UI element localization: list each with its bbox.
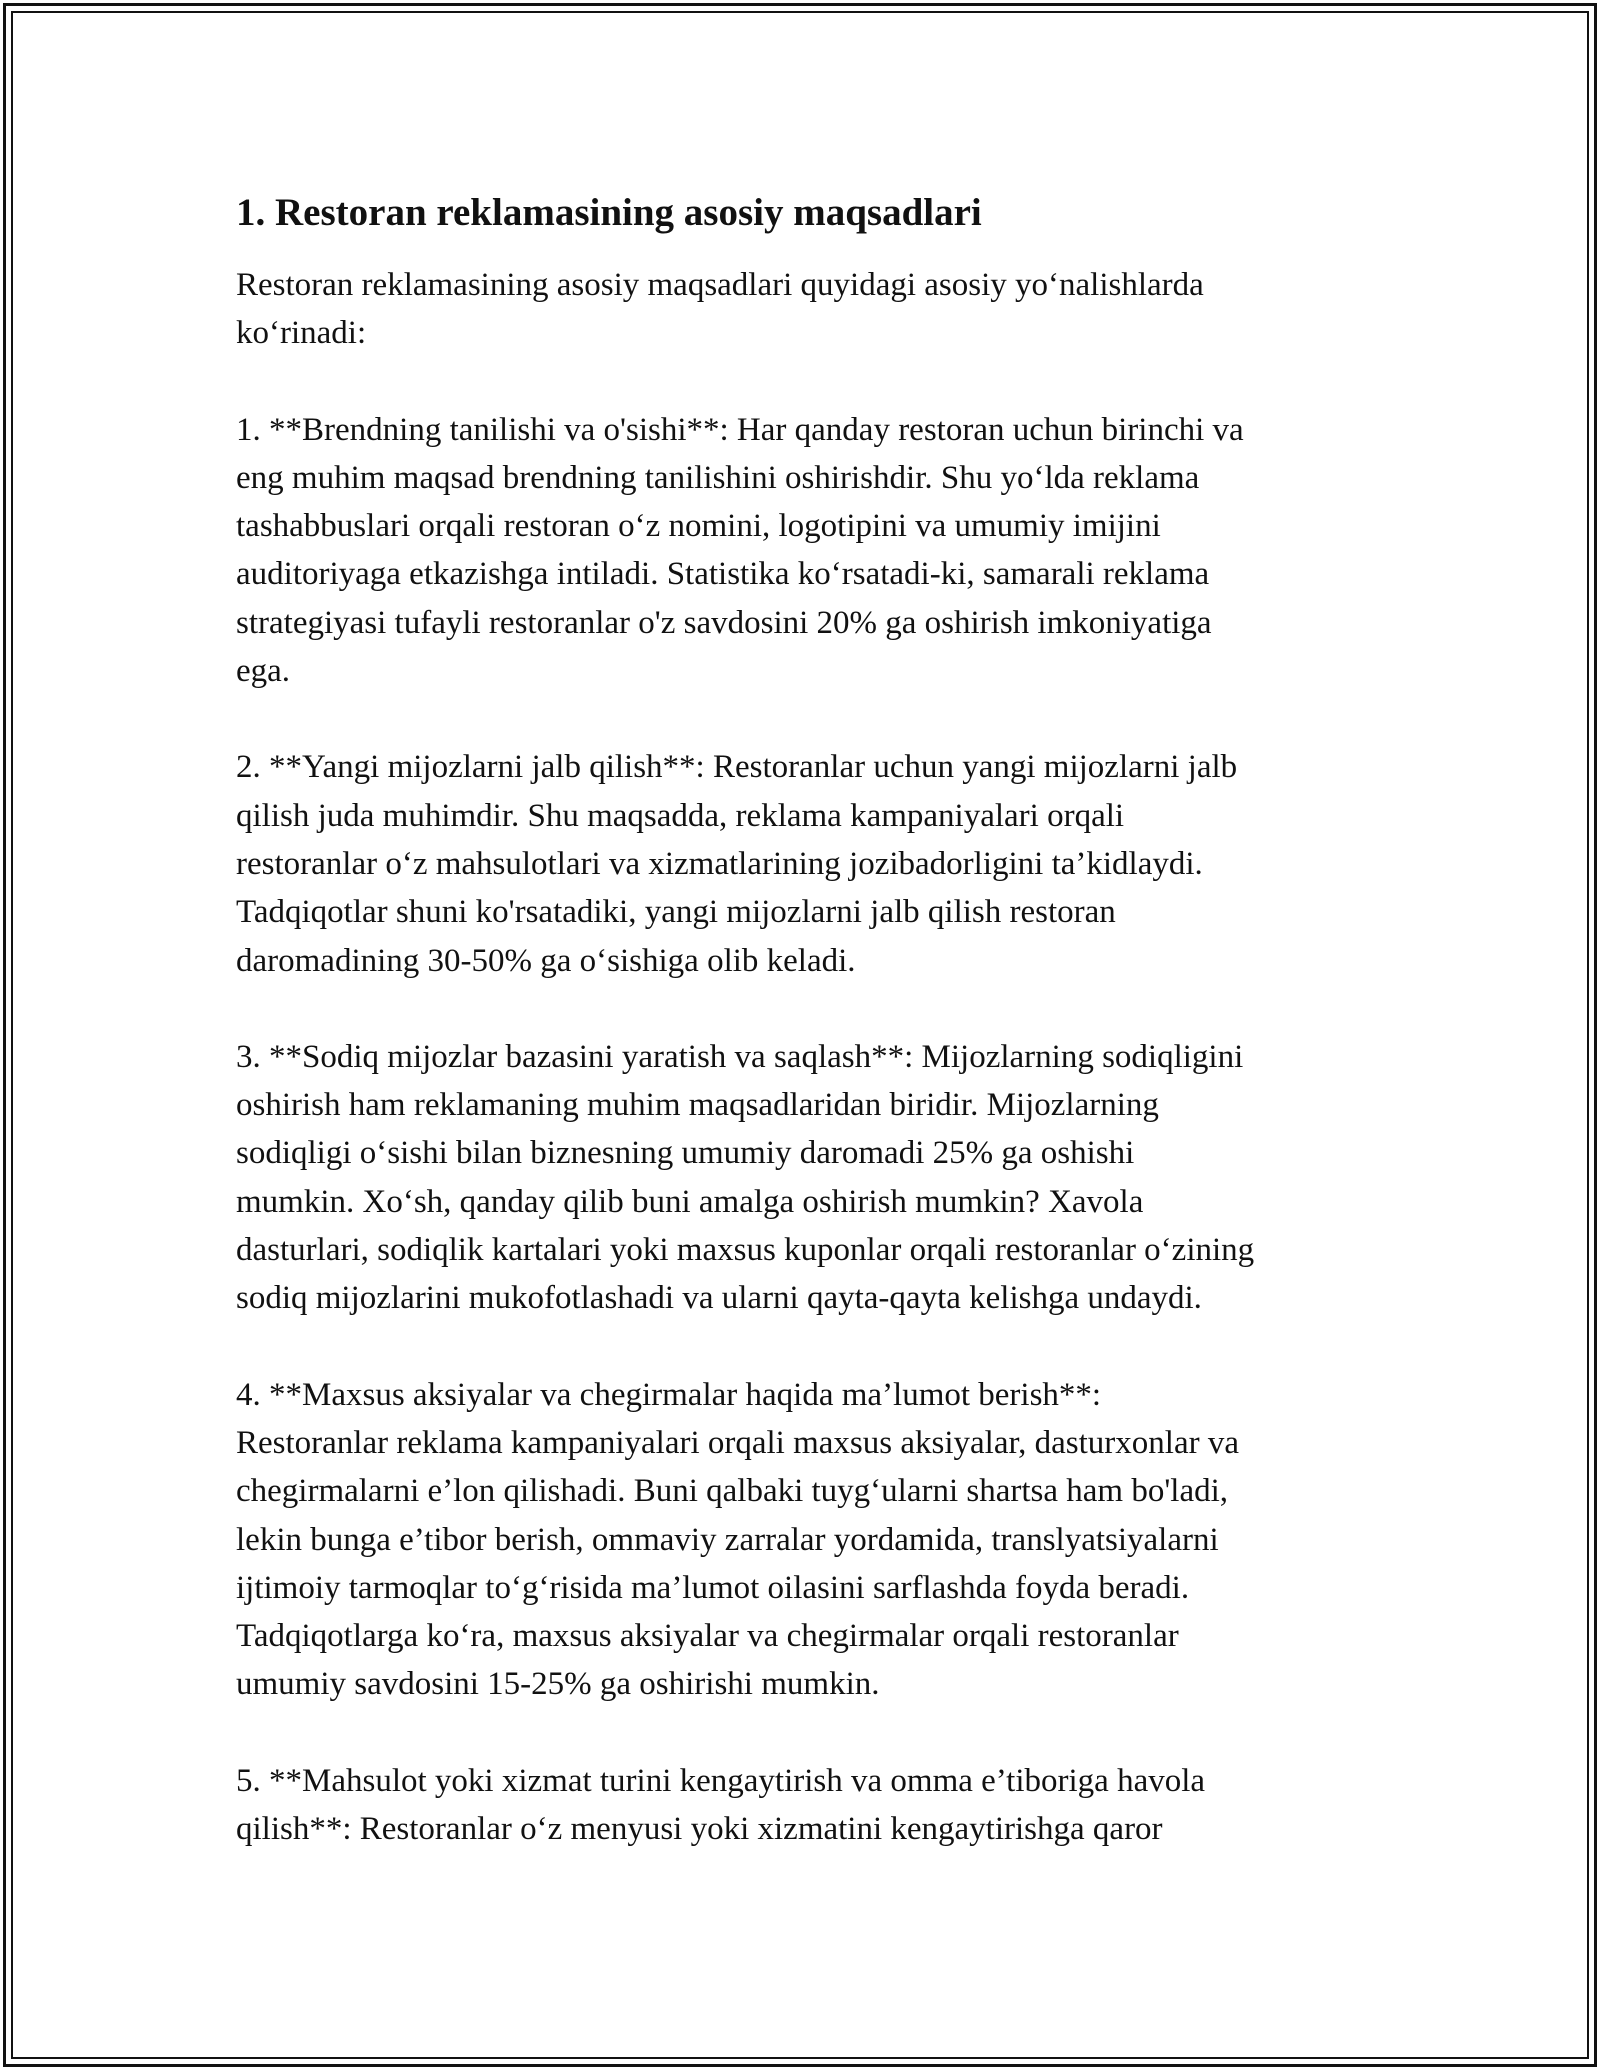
- paragraph-new-customers: 2. **Yangi mijozlarni jalb qilish**: Restoranlar uchun yangi mijozlarni jalb qilish juda muhimdir. Shu maqsadda, reklama kampaniyalari orqali restoranlar o‘z mahsulotlari va xizmatlarining jozibadorligini ta’kidlaydi. Tadqiqotlar shuni ko'rsatadiki, yangi mijozlarni jalb qilish restoran daromadining 30-50% ga o‘sishiga olib keladi.: [236, 749, 1238, 979]
- paragraph-product-expansion: 5. **Mahsulot yoki xizmat turini kengaytirish va omma e’tiboriga havola qilish**: Restoranlar o‘z menyusi yoki xizmatini kengaytirishga qaror: [236, 1762, 1206, 1848]
- section-heading: 1. Restoran reklamasining asosiy maqsadlari: [236, 191, 982, 234]
- intro-paragraph: Restoran reklamasining asosiy maqsadlari quyidagi asosiy yo‘nalishlarda ko‘rinadi:: [236, 267, 1204, 352]
- paragraph-loyal-customers: 3. **Sodiq mijozlar bazasini yaratish va saqlash**: Mijozlarning sodiqligini oshirish ham reklamaning muhim maqsadlaridan biridir. Mijozlarning sodiqligi o‘sishi bilan biznesning umumiy daromadi 25% ga oshishi mumkin. Xo‘sh, qanday qilib buni amalga oshirish mumkin? Xavola dasturlari, sodiqlik kartalari yoki maxsus kuponlar orqali restoranlar o‘zining sodiq mijozlarini mukofotlashadi va ularni qayta-qayta kelishga undaydi.: [236, 1038, 1255, 1317]
- paragraph-promotions: 4. **Maxsus aksiyalar va chegirmalar haqida ma’lumot berish**: Restoranlar reklama kampaniyalari orqali maxsus aksiyalar, dasturxonlar va chegirmalarni e’lon qilishadi. Buni qalbaki tuyg‘ularni shartsa ham bo'ladi, lekin bunga e’tibor berish, ommaviy zarralar yordamida, translyatsiyalarni ijtimoiy tarmoqlar to‘g‘risida ma’lumot oilasini sarflashda foyda beradi. Tadqiqotlarga ko‘ra, maxsus aksiyalar va chegirmalar orqali restoranlar umumiy savdosini 15-25% ga oshirishi mumkin.: [236, 1376, 1239, 1703]
- paragraph-brand-recognition: 1. **Brendning tanilishi va o'sishi**: Har qanday restoran uchun birinchi va eng muhim maqsad brendning tanilishini oshirishdir. Shu yo‘lda reklama tashabbuslari orqali restoran o‘z nomini, logotipini va umumiy imijini auditoriyaga etkazishga intiladi. Statistika ko‘rsatadi-ki, samarali reklama strategiyasi tufayli restoranlar o'z savdosini 20% ga oshirish imkoniyatiga ega.: [236, 411, 1244, 690]
- document-body: [236, 188, 1376, 1901]
